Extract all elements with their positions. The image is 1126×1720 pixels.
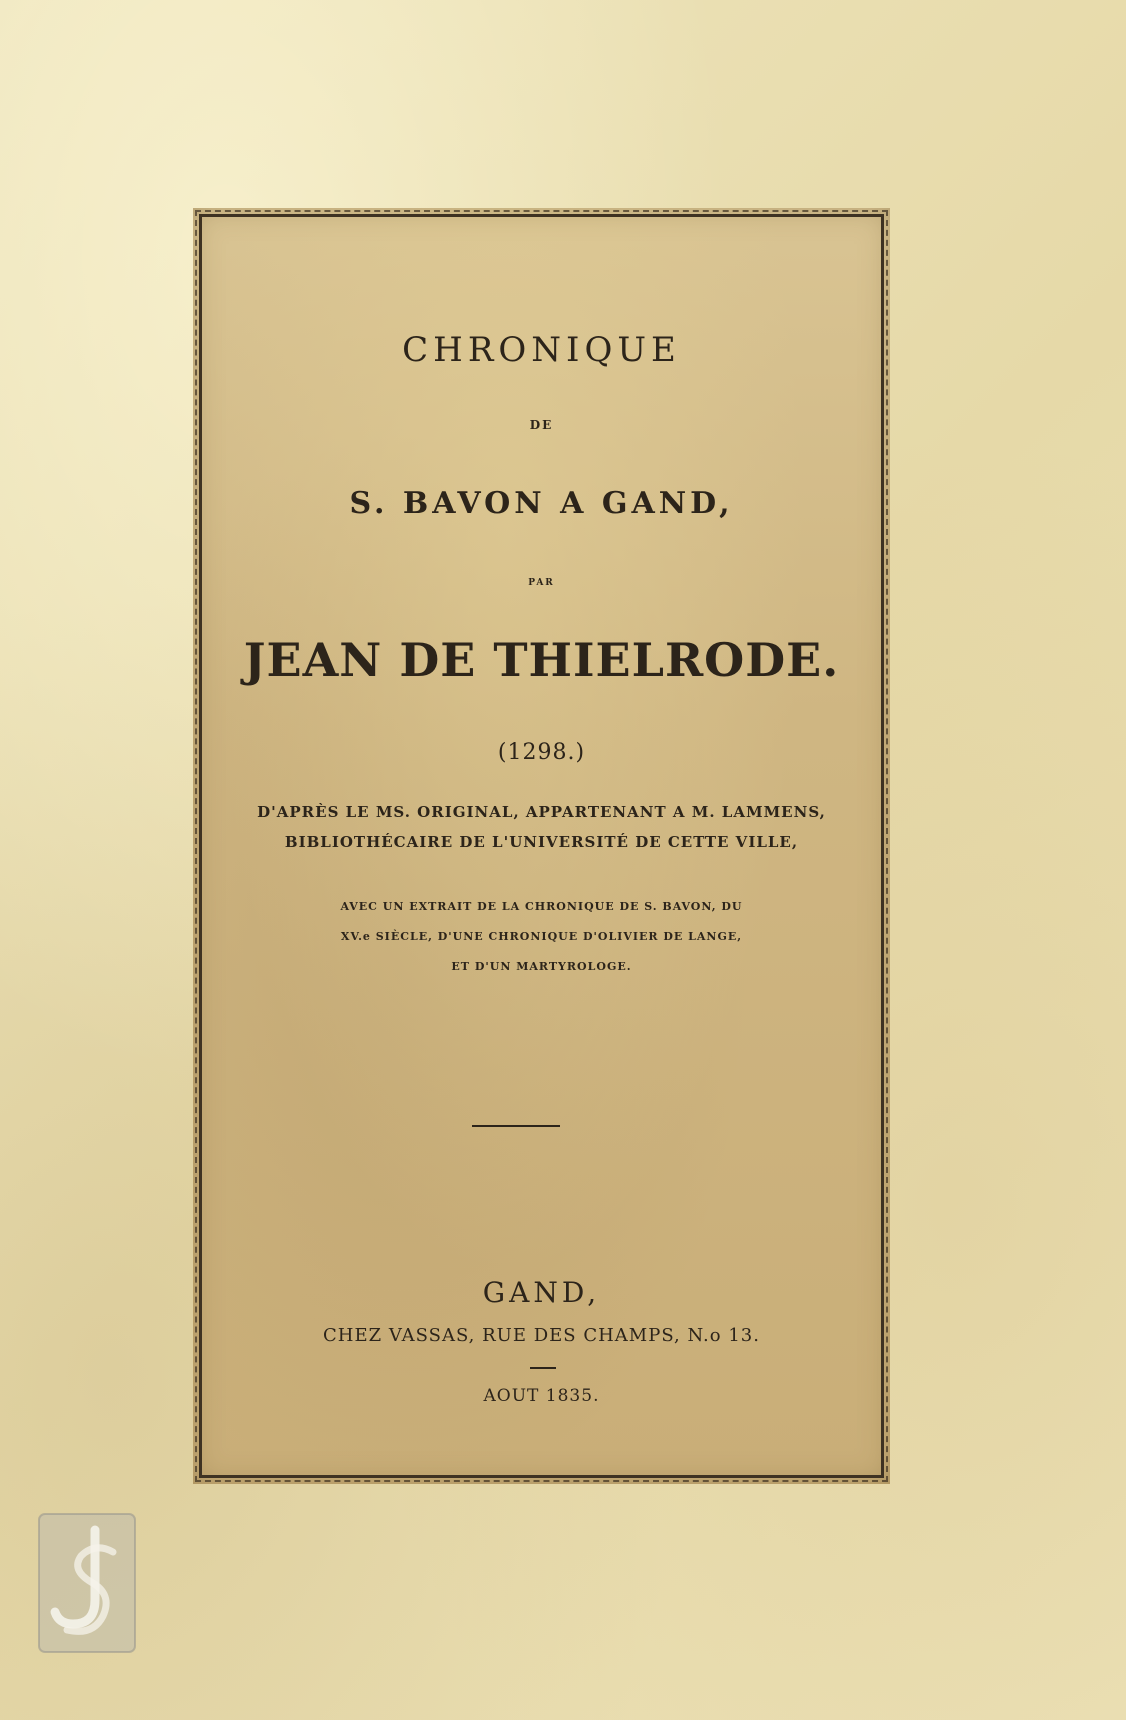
author-name: JEAN DE THIELRODE. <box>243 633 840 687</box>
subtitle-line-1: D'APRÈS LE MS. ORIGINAL, APPARTENANT A M. LAMMENS, <box>257 803 826 821</box>
divider-rule <box>472 1125 560 1127</box>
year: (1298.) <box>497 740 586 765</box>
connector-par: PAR <box>528 578 555 588</box>
title-line-1: CHRONIQUE <box>402 330 681 370</box>
subtitle-line-4: XV.e SIÈCLE, D'UNE CHRONIQUE D'OLIVIER DE LANGE, <box>340 930 743 943</box>
title-line-2: S. BAVON A GAND, <box>349 486 734 521</box>
title-label <box>193 208 890 1484</box>
publication-date: AOUT 1835. <box>483 1386 600 1406</box>
publication-city: GAND, <box>482 1276 601 1309</box>
short-divider-rule <box>530 1367 556 1369</box>
publisher-line: CHEZ VASSAS, RUE DES CHAMPS, N.o 13. <box>323 1325 760 1346</box>
subtitle-line-5: ET D'UN MARTYROLOGE. <box>451 960 632 973</box>
subtitle-line-3: AVEC UN EXTRAIT DE LA CHRONIQUE DE S. BAVON, DU <box>340 900 743 913</box>
subtitle-line-2: BIBLIOTHÉCAIRE DE L'UNIVERSITÉ DE CETTE VILLE, <box>284 833 799 851</box>
js-monogram-logo-icon <box>37 1512 137 1654</box>
connector-de: DE <box>529 418 554 432</box>
